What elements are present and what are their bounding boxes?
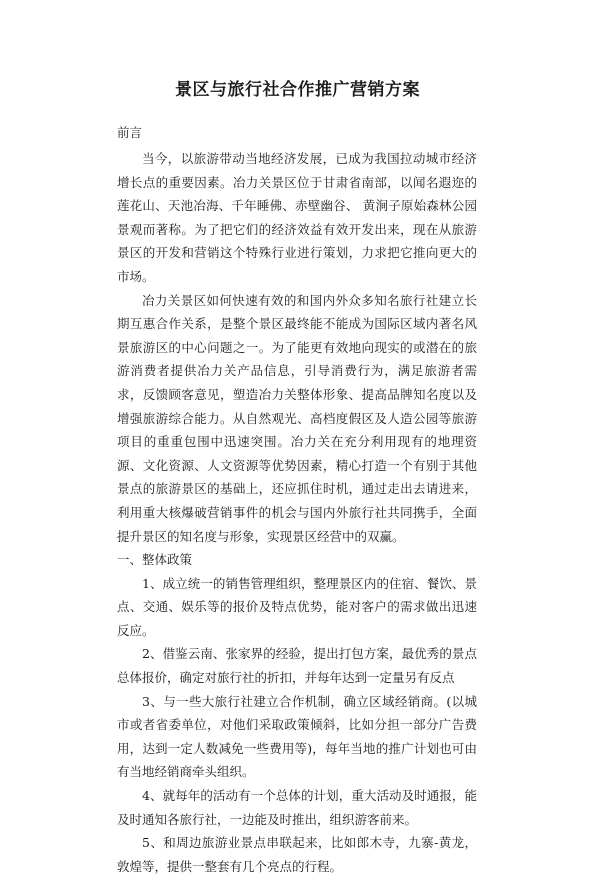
policy-item: 4、就每年的活动有一个总体的计划，重大活动及时通报，能及时通知各旅行社，一边能及时推出，组织游客前来。 <box>117 788 477 827</box>
policy-item: 3、与一些大旅行社建立合作机制，确立区域经销商。(以城市或者省委单位，对他们采取政策倾斜，比如分担一部分广告费用，达到一定人数减免一些费用等)，每年当地的推广计划也可由有当地经销商牵头组织。 <box>117 693 477 780</box>
document-title: 景区与旅行社合作推广营销方案 <box>175 80 420 100</box>
paragraph: 冶力关景区如何快速有效的和国内外众多知名旅行社建立长期互惠合作关系，是整个景区最终能不能成为国际区域内著名风景旅游区的中心问题之一。为了能更有效地向现实的或潜在的旅游消费者提供冶力关产品信息，引导消费行为，满足旅游者需求，反馈顾客意见，塑造冶力关整体形象、提高品牌知名度以及增强旅游综合能力。从自然观光、高档度假区及人造公园等旅游项目的重重包围中迅速突围。冶力关在充分利用现有的地理资源、文化资源、人文资源等优势因素，精心打造一个有别于其他景点的旅游景区的基础上，还应抓住时机，通过走出去请进来，利用重大核爆破营销事件的机会与国内外旅行社共同携手，全面提升景区的知名度与形象，实现景区经营中的双赢。 <box>117 292 477 544</box>
paragraph: 当今，以旅游带动当地经济发展，已成为我国拉动城市经济增长点的重要因素。冶力关景区位于甘肃省南部，以闻名遐迩的莲花山、天池冶海、千年睡佛、赤壁幽谷、 黄涧子原始森林公园景观而著称。为了把它们的经济效益有效开发出来，现在从旅游景区的开发和营销这个特殊行业进行策划，力求把它推向更大的市场。 <box>117 151 477 284</box>
policy-item: 1、成立统一的销售管理组织，整理景区内的住宿、餐饮、景点、交通、娱乐等的报价及特点优势，能对客户的需求做出迅速反应。 <box>117 575 477 638</box>
policy-item: 5、和周边旅游业景点串联起来，比如郎木寺，九寨-黄龙，敦煌等，提供一整套有几个亮点的行程。 <box>117 835 477 874</box>
preface-heading: 前言 <box>117 125 143 140</box>
policy-item: 2、借鉴云南、张家界的经验，提出打包方案，最优秀的景点总体报价，确定对旅行社的折扣，并每年达到一定量另有反点 <box>117 646 477 686</box>
document-body <box>117 147 477 878</box>
section-heading: 一、整体政策 <box>117 552 193 568</box>
